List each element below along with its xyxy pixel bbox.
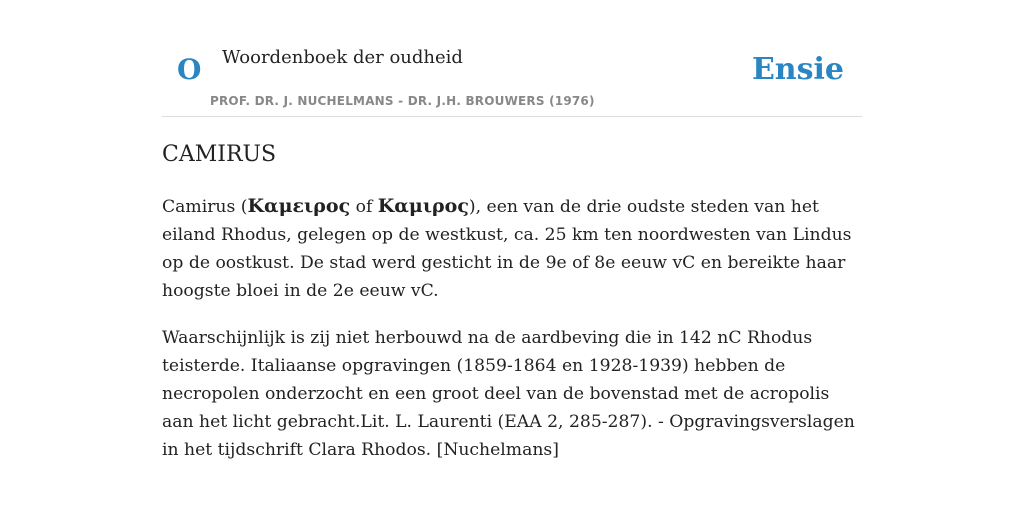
- letter-index-link[interactable]: O: [177, 53, 202, 86]
- entry-title: CAMIRUS: [162, 142, 277, 167]
- entry-content: [162, 138, 862, 483]
- book-title-link[interactable]: Woordenboek der oudheid: [222, 47, 463, 68]
- greek-name: Καμιρος: [377, 195, 469, 217]
- paragraph-text: ), een van de drie oudste steden van het eiland Rhodus, gelegen op de westkust, ca. 25 km ten noordwesten van Lindus op de oostkust. De stad werd gesticht in de 9e of 8e eeuw vC en bereikte haar hoogste bloei in de 2e eeuw vC.: [162, 197, 852, 301]
- entry-paragraph-2: Waarschijnlijk is zij niet herbouwd na de aardbeving die in 142 nC Rhodus teisterde. Italiaanse opgravingen (1859-1864 en 1928-1939) hebben de necropolen onderzocht en een groot deel van de bovenstad met de acropolis aan het licht gebracht.Lit. L. Laurenti (EAA 2, 285-287). - Opgravingsverslagen in het tijdschrift Clara Rhodos. [Nuchelmans]: [162, 328, 855, 460]
- greek-name: Καμειρος: [247, 195, 351, 217]
- book-authors: PROF. DR. J. NUCHELMANS - DR. J.H. BROUWERS (1976): [210, 94, 595, 108]
- paragraph-text: of: [350, 197, 378, 217]
- page-header: [162, 0, 862, 117]
- entry-paragraph-1: [162, 192, 862, 305]
- paragraph-text: Camirus (: [162, 197, 248, 217]
- ensie-logo-link[interactable]: Ensie: [751, 52, 844, 87]
